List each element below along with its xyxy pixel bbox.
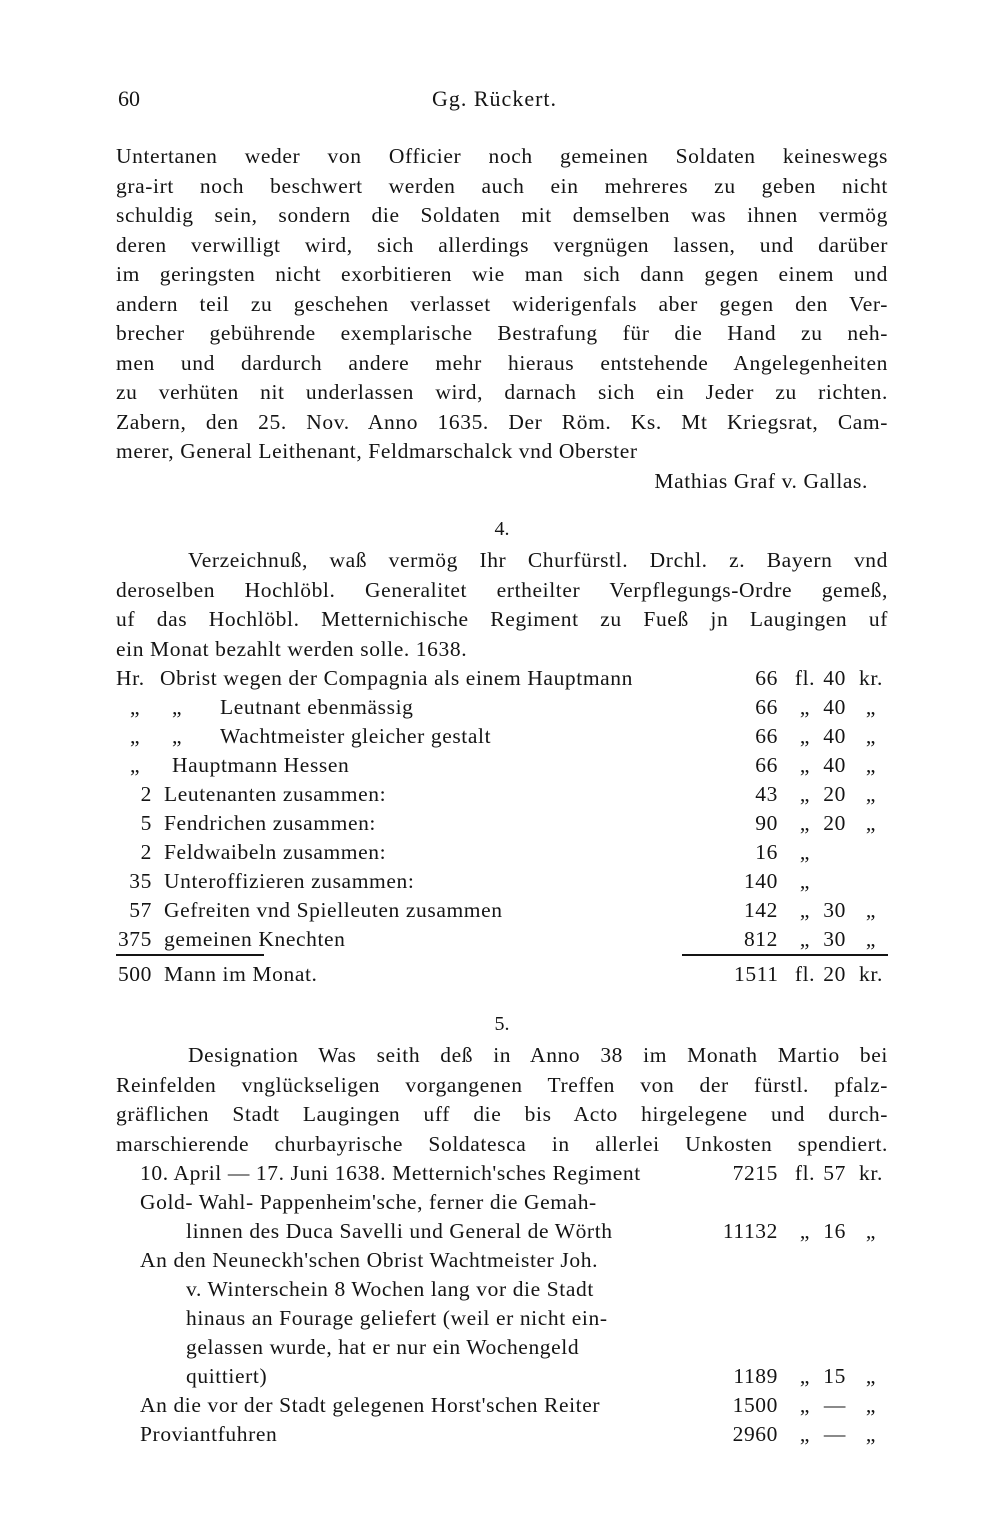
row-value2: 40 <box>823 666 846 690</box>
text-line: deroselben Hochlöbl. Generalitet ertheilter Verpflegungs-Ordre gemeß, <box>116 577 888 602</box>
text-line: schuldig sein, sondern die Soldaten mit demselben was ihnen vermög <box>116 203 888 227</box>
row-label: Feldwaibeln zusammen: <box>164 840 387 864</box>
table-row <box>116 838 888 867</box>
row-label: Unteroffizieren zusammen: <box>164 869 415 893</box>
row-amount: 142 <box>743 898 778 922</box>
row-unit: „ <box>799 898 811 922</box>
row-unit: „ <box>799 869 811 893</box>
entry-line: v. Winterschein 8 Wochen lang vor die Stadt <box>186 1277 594 1301</box>
entry-unit2: „ <box>865 1393 877 1417</box>
entry-value2: 15 <box>823 1364 846 1388</box>
row-unit2: „ <box>865 811 877 835</box>
expense-list <box>116 1159 888 1449</box>
entry-unit: „ <box>799 1219 811 1243</box>
section5-intro <box>116 1041 888 1159</box>
section5-number: 5. <box>494 1013 510 1035</box>
entry-amount: 1189 <box>733 1364 778 1388</box>
row-value2: 20 <box>823 782 846 806</box>
running-title: Gg. Rückert. <box>432 86 558 111</box>
text-line: gra-irt noch beschwert werden auch ein mehreres zu geben nicht <box>116 173 888 198</box>
row-unit2: „ <box>865 782 877 806</box>
entry-value2: — <box>823 1393 846 1417</box>
entry-amount: 2960 <box>732 1422 778 1446</box>
row-amount: 43 <box>755 782 778 806</box>
list-item <box>116 1391 888 1420</box>
amount-sum-rule <box>682 954 888 956</box>
row-value2: 40 <box>823 695 846 719</box>
row-qty-ditto: „ <box>172 724 183 748</box>
table-row <box>116 751 888 780</box>
row-label: Wachtmeister gleicher gestalt <box>220 724 492 748</box>
row-unit2: „ <box>865 753 877 777</box>
table-row <box>116 722 888 751</box>
row-amount: 140 <box>743 869 778 893</box>
row-value2: 30 <box>823 898 846 922</box>
entry-amount: 1500 <box>732 1393 778 1417</box>
row-unit: fl. <box>794 666 816 690</box>
entry-line: Proviantfuhren <box>140 1422 278 1446</box>
total-unit2: kr. <box>859 962 883 986</box>
list-item <box>116 1246 888 1391</box>
page-header <box>116 86 888 116</box>
row-qty: „ <box>130 695 141 719</box>
entry-unit: „ <box>799 1422 811 1446</box>
total-qty: 500 <box>117 962 152 986</box>
pay-table <box>116 664 888 989</box>
row-label: Leutenanten zusammen: <box>164 782 387 806</box>
row-amount: 66 <box>755 695 778 719</box>
table-row <box>116 780 888 809</box>
table-row <box>116 809 888 838</box>
row-label: gemeinen Knechten <box>164 927 346 951</box>
entry-unit2: kr. <box>859 1161 883 1185</box>
row-unit2: „ <box>865 724 877 748</box>
section4-number: 4. <box>494 518 510 540</box>
entry-amount: 11132 <box>722 1219 778 1243</box>
row-qty: 5 <box>140 811 152 835</box>
row-unit: „ <box>799 753 811 777</box>
text-line: merer, General Leithenant, Feldmarschalck vnd Oberster <box>116 439 638 463</box>
row-label: Leutnant ebenmässig <box>220 695 414 719</box>
list-item <box>116 1420 888 1449</box>
text-line: men und dardurch andere mehr hieraus entstehende Angelegenheiten <box>116 350 888 375</box>
entry-unit2: „ <box>865 1364 877 1388</box>
text-line: andern teil zu geschehen verlasset widerigenfals aber gegen den Ver- <box>116 291 888 316</box>
row-qty: „ <box>130 724 141 748</box>
row-qty: 375 <box>117 927 152 951</box>
text-line: brecher gebührende exemplarische Bestrafung für die Hand zu neh- <box>116 321 888 345</box>
row-unit2: „ <box>865 898 877 922</box>
row-amount: 90 <box>755 811 778 835</box>
row-unit: „ <box>799 695 811 719</box>
text-line: im geringsten nicht exorbitieren wie man sich dann gegen einem und <box>116 262 888 286</box>
entry-line: Gold- Wahl- Pappenheim'sche, ferner die Gemah- <box>140 1190 597 1214</box>
table-row <box>116 896 888 925</box>
total-label: Mann im Monat. <box>164 962 318 986</box>
entry-value2: — <box>823 1422 846 1446</box>
row-amount: 16 <box>755 840 778 864</box>
row-label: Fendrichen zusammen: <box>164 811 377 835</box>
signature: Mathias Graf v. Gallas. <box>654 468 868 493</box>
row-unit: „ <box>799 811 811 835</box>
row-value2: 30 <box>823 927 846 951</box>
section3-text <box>116 142 888 496</box>
row-amount: 66 <box>755 724 778 748</box>
text-line: ein Monat bezahlt werden solle. 1638. <box>116 636 468 661</box>
list-item <box>116 1188 888 1246</box>
text-line: Reinfelden vnglückseligen vorgangenen Treffen von der fürstl. pfalz- <box>116 1072 888 1097</box>
entry-line: An den Neuneckh'schen Obrist Wachtmeister Joh. <box>140 1248 599 1272</box>
table-row <box>116 693 888 722</box>
row-unit: „ <box>799 840 811 864</box>
entry-line: gelassen wurde, hat er nur ein Wochengeld <box>186 1335 580 1359</box>
row-amount: 66 <box>755 666 778 690</box>
total-row <box>116 960 888 989</box>
entry-line: An die vor der Stadt gelegenen Horst'schen Reiter <box>140 1393 601 1417</box>
row-value2: 40 <box>823 753 846 777</box>
row-qty: „ <box>130 753 141 777</box>
qty-sum-rule <box>116 954 264 956</box>
row-qty-ditto: „ <box>172 695 183 719</box>
text-line: Designation Was seith deß in Anno 38 im Monath Martio bei <box>188 1043 888 1067</box>
entry-unit: „ <box>799 1364 811 1388</box>
row-label: Gefreiten vnd Spielleuten zusammen <box>164 898 503 922</box>
row-amount: 66 <box>755 753 778 777</box>
row-unit2: kr. <box>859 666 883 690</box>
text-line: Verzeichnuß, waß vermög Ihr Churfürstl. Drchl. z. Bayern vnd <box>188 548 888 572</box>
text-line: marschierende churbayrische Soldatesca in allerlei Unkosten spendiert. <box>116 1131 888 1156</box>
row-unit: „ <box>799 782 811 806</box>
row-amount: 812 <box>743 927 778 951</box>
book-page <box>116 86 888 1449</box>
entry-unit: „ <box>799 1393 811 1417</box>
row-value2: 40 <box>823 724 846 748</box>
row-unit2: „ <box>865 927 877 951</box>
total-amount: 1511 <box>734 962 779 986</box>
entry-value2: 57 <box>823 1161 846 1185</box>
total-unit: fl. <box>794 962 816 986</box>
row-unit: „ <box>799 927 811 951</box>
entry-unit: fl. <box>794 1161 816 1185</box>
text-line: deren verwilligt wird, sich allerdings vergnügen lassen, und darüber <box>116 232 888 257</box>
entry-line: hinaus an Fourage geliefert (weil er nicht ein- <box>186 1306 608 1330</box>
row-qty: 2 <box>140 782 152 806</box>
total-value2: 20 <box>823 962 846 986</box>
row-qty: 2 <box>140 840 152 864</box>
row-qty: 57 <box>129 898 152 922</box>
list-item <box>116 1159 888 1188</box>
text-line: Zabern, den 25. Nov. Anno 1635. Der Röm. Ks. Mt Kriegsrat, Cam- <box>116 409 888 434</box>
text-line: uf das Hochlöbl. Metternichische Regiment zu Fueß jn Laugingen uf <box>116 607 888 631</box>
entry-unit2: „ <box>865 1219 877 1243</box>
row-label: Obrist wegen der Compagnia als einem Hauptmann <box>160 666 634 690</box>
entry-line: linnen des Duca Savelli und General de Wörth <box>186 1219 613 1243</box>
entry-amount: 7215 <box>732 1161 778 1185</box>
page-number: 60 <box>118 86 140 111</box>
text-line: Untertanen weder von Officier noch gemeinen Soldaten keineswegs <box>116 144 888 168</box>
row-unit2: „ <box>865 695 877 719</box>
row-qty: Hr. <box>116 666 145 690</box>
text-line: zu verhüten nit underlassen wird, darnach sich ein Jeder zu richten. <box>116 380 888 404</box>
table-row <box>116 925 888 954</box>
row-unit: „ <box>799 724 811 748</box>
section4-intro <box>116 546 888 664</box>
entry-value2: 16 <box>823 1219 846 1243</box>
table-row <box>116 664 888 693</box>
table-row <box>116 867 888 896</box>
entry-line: quittiert) <box>186 1364 268 1388</box>
text-line: gräflichen Stadt Laugingen uff die bis Acto hirgelegene und durch- <box>116 1102 888 1126</box>
entry-unit2: „ <box>865 1422 877 1446</box>
row-qty: 35 <box>129 869 152 893</box>
row-label: Hauptmann Hessen <box>172 753 350 777</box>
row-value2: 20 <box>823 811 846 835</box>
entry-line: 10. April — 17. Juni 1638. Metternich'sches Regiment <box>140 1161 641 1185</box>
